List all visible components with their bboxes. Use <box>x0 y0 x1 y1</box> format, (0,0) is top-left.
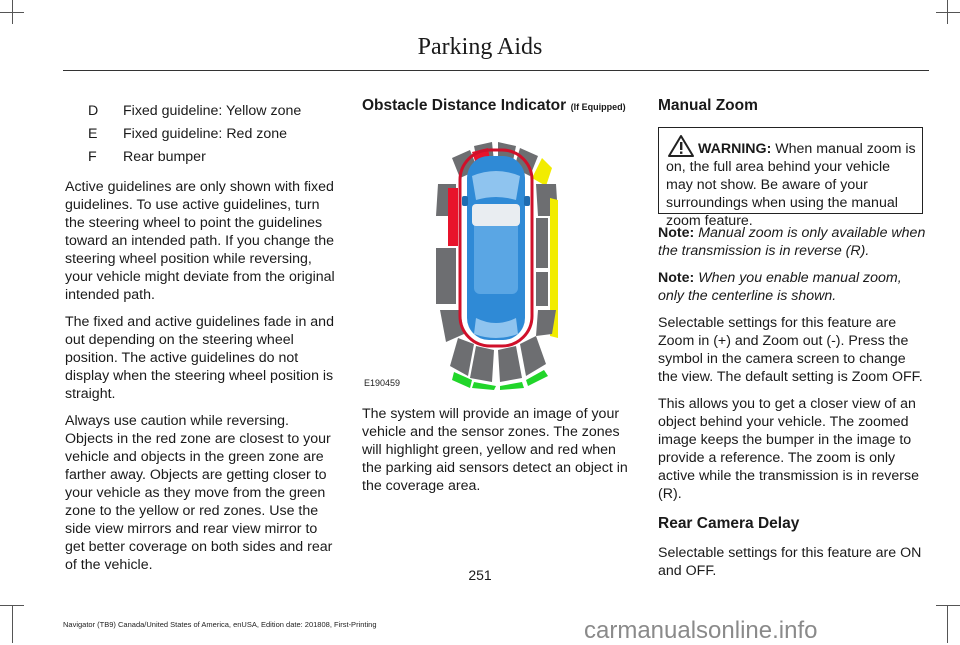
windshield <box>472 171 520 200</box>
warning-box <box>658 127 923 229</box>
body-paragraph: Active guidelines are only shown with fixed guidelines. To use active guidelines, turn the steering wheel to point the guidelines toward an intended path. If you change the steering wheel position while reversing, your vehicle might deviate from the original intended path. <box>65 179 335 303</box>
definition-key: D <box>88 103 99 119</box>
crop-mark <box>0 12 24 13</box>
body-paragraph: The system will provide an image of your vehicle and the sensor zones. The zones will highlight green, yellow and red when the parking aid sensors detect an object in the coverage area. <box>362 406 628 494</box>
left-column-body <box>65 178 337 583</box>
rear-zone-green <box>500 382 524 390</box>
sensor-zone-diagram <box>360 138 630 390</box>
obstacle-distance-figure <box>360 138 630 390</box>
page-title: Parking Aids <box>417 34 543 60</box>
note-text: When you enable manual zoom, only the centerline is shown. <box>658 270 902 304</box>
side-zone-red <box>448 188 458 246</box>
side-zone-segment <box>536 272 548 306</box>
warning-icon <box>667 134 695 158</box>
body-paragraph: Always use caution while reversing. Objects in the red zone are closest to your vehicle and objects in the green zone are farther away. Objects are getting closer to your vehicle as they move from the green zone to the yellow or red zones. Use the side view mirrors and rear view mirror to get better coverage on both sides and rear of the vehicle. <box>65 413 333 573</box>
side-zone-segment <box>536 218 548 268</box>
definition-value: Fixed guideline: Yellow zone <box>123 103 302 119</box>
figure-id: E190459 <box>364 378 401 388</box>
body-paragraph: Selectable settings for this feature are Zoom in (+) and Zoom out (-). Press the symbol in the camera screen to change the view. The default setting is Zoom OFF. <box>658 315 923 385</box>
section-heading: Obstacle Distance Indicator <box>362 97 567 114</box>
sunroof <box>472 204 520 226</box>
crop-mark <box>12 605 13 643</box>
right-column-body <box>658 224 928 589</box>
note-label: Note: <box>658 225 695 241</box>
vehicle-icon <box>460 150 532 346</box>
crop-mark <box>936 605 960 606</box>
edition-footer: Navigator (TB9) Canada/United States of America, enUSA, Edition date: 201808, First-Printing <box>63 620 377 629</box>
page-number: 251 <box>468 567 492 583</box>
middle-column-body <box>362 405 632 504</box>
rear-zone-segment <box>520 336 546 376</box>
warning-text: When manual zoom is on, the full area behind your vehicle may not show. Be aware of your surroundings when using the manual zoom feature. <box>666 141 916 229</box>
note-text: Manual zoom is only available when the transmission is in reverse (R). <box>658 225 926 259</box>
rear-zone-green <box>452 372 472 388</box>
side-zone-segment <box>436 248 456 304</box>
mirror-left <box>462 196 468 206</box>
section-heading: Rear Camera Delay <box>658 515 800 532</box>
definition-key: E <box>88 126 98 142</box>
rear-zone-segment <box>450 338 474 376</box>
section-heading: Manual Zoom <box>658 97 758 114</box>
body-paragraph: This allows you to get a closer view of an object behind your vehicle. The zoomed image keeps the bumper in the image to provide a reference. The zoom is only active while the transmission is in reverse (R). <box>658 396 919 502</box>
body-paragraph: Selectable settings for this feature are ON and OFF. <box>658 545 922 579</box>
crop-mark <box>0 605 24 606</box>
watermark: carmanualsonline.info <box>584 617 818 644</box>
definition-value: Rear bumper <box>123 149 206 165</box>
crop-mark <box>947 605 948 643</box>
section-heading-obstacle <box>362 97 626 115</box>
rear-zone-green <box>472 382 496 390</box>
definition-value: Fixed guideline: Red zone <box>123 126 288 142</box>
definition-key: F <box>88 149 97 165</box>
rear-zone-segment <box>470 346 494 382</box>
body-paragraph: The fixed and active guidelines fade in and out depending on the steering wheel position. The active guidelines do not display when the steering wheel position is straight. <box>65 314 334 402</box>
rear-zone-segment <box>498 346 522 382</box>
note-label: Note: <box>658 270 695 286</box>
warning-label: WARNING: <box>698 141 772 157</box>
header-divider <box>63 70 929 71</box>
mirror-right <box>524 196 530 206</box>
heading-note: (If Equipped) <box>570 102 626 112</box>
crop-mark <box>936 12 960 13</box>
